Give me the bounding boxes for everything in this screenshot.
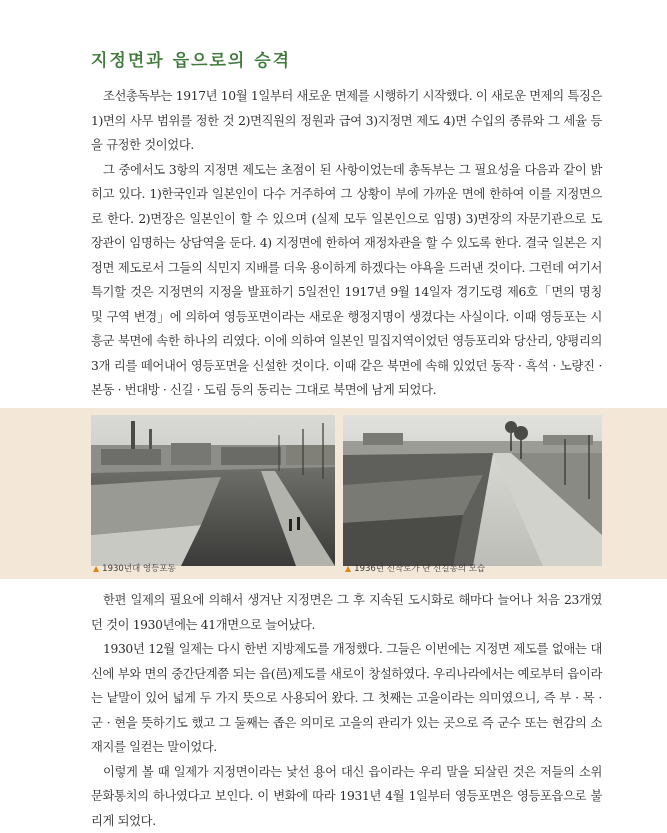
caption-text: 1930년대 영등포동 — [102, 564, 176, 574]
paragraph: 한편 일제의 필요에 의해서 생겨난 지정면은 그 후 지속된 도시화로 해마다 늘어나 처음 23개였던 것이 1930년에는 41개면으로 늘어났다. — [91, 588, 602, 637]
bottom-text-block — [91, 588, 602, 833]
caption-marker-icon: ▲ — [345, 564, 351, 573]
caption-marker-icon: ▲ — [93, 564, 99, 573]
caption-text: 1936년 신작로가 난 신길동의 모습 — [354, 564, 485, 574]
photo-singil-dong-1936 — [343, 415, 602, 566]
photo-band — [0, 408, 667, 579]
photo-caption — [93, 562, 176, 574]
photo-yeongdeungpo-1930s — [91, 415, 335, 566]
top-text-block — [91, 84, 602, 403]
photo-caption — [345, 562, 485, 574]
section-title: 지정면과 읍으로의 승격 — [91, 46, 291, 71]
paragraph: 그 중에서도 3항의 지정면 제도는 초점이 된 사항이었는데 총독부는 그 필요성을 다음과 같이 밝히고 있다. 1)한국인과 일본인이 다수 거주하여 그 상황이 부에 가까운 면에 한하여 이를 지정면으로 한다. 2)면장은 일본인이 할 수 있으며 (실제 모두 일본인으로 임명) 3)면장의 자문기관으로 도 장관이 임명하는 상담역을 둔다. 4) 지정면에 한하여 재정차관을 할 수 있도록 한다. 결국 일본은 지정면 제도로서 그들의 식민지 지배를 더욱 용이하게 하겠다는 야욕을 드러낸 것이다. 그런데 여기서 특기할 것은 지정면의 지정을 발표하기 5일전인 1917년 9월 14일자 경기도령 제6호「면의 명칭 및 구역 변경」에 의하여 영등포면이라는 새로운 행정지명이 생겼다는 사실이다. 이때 영등포는 시흥군 북면에 속한 하나의 리였다. 이에 의하여 일본인 밀집지역이었던 영등포리와 당산리, 양평리의 3개 리를 떼어내어 영등포면을 신설한 것이다. 이때 같은 북면에 속해 있었던 동작 · 흑석 · 노량진 · 본동 · 번대방 · 신길 · 도림 등의 동리는 그대로 북면에 남게 되었다. — [91, 158, 602, 403]
paragraph: 이렇게 볼 때 일제가 지정면이라는 낯선 용어 대신 읍이라는 우리 말을 되살린 것은 저들의 소위 문화통치의 하나였다고 보인다. 이 변화에 따라 1931년 4월 1일부터 영등포면은 영등포읍으로 불리게 되었다. — [91, 760, 602, 833]
paragraph: 조선총독부는 1917년 10월 1일부터 새로운 면제를 시행하기 시작했다. 이 새로운 면제의 특징은 1)면의 사무 범위를 정한 것 2)면직원의 정원과 급여 3)지정면 제도 4)면 수입의 종류와 그 세율 등을 규정한 것이었다. — [91, 84, 602, 158]
paragraph: 1930년 12월 일제는 다시 한번 지방제도를 개정했다. 그들은 이번에는 지정면 제도를 없애는 대신에 부와 면의 중간단계쯤 되는 읍(邑)제도를 새로이 창설하였다. 우리나라에서는 예로부터 읍이라는 낱말이 있어 넓게 두 가지 뜻으로 사용되어 왔다. 그 첫째는 고을이라는 의미였으니, 즉 부 · 목 · 군 · 현을 뜻하기도 했고 그 둘째는 좁은 의미로 고을의 관리가 있는 곳으로 즉 군수 또는 현감의 소재지를 일컫는 말이었다. — [91, 637, 602, 760]
